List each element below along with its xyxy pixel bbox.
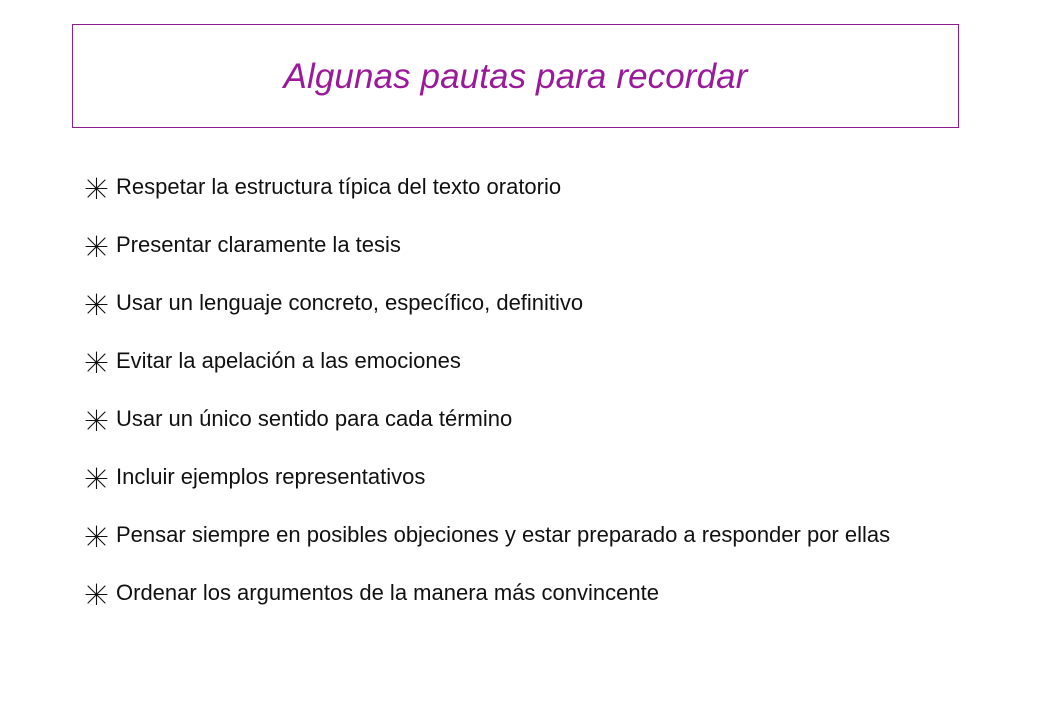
bullet-text: Respetar la estructura típica del texto oratorio [116, 174, 562, 199]
asterisk-cross-icon [83, 351, 111, 373]
bullet-item-1 [83, 174, 983, 200]
bullet-text: Evitar la apelación a las emociones [116, 348, 461, 373]
bullet-text: Ordenar los argumentos de la manera más convincente [116, 580, 659, 605]
bullet-text: Usar un lenguaje concreto, específico, definitivo [116, 290, 584, 315]
asterisk-cross-icon [83, 525, 111, 547]
bullet-text: Usar un único sentido para cada término [116, 406, 513, 431]
bullet-item-4 [83, 348, 983, 374]
asterisk-cross-icon [83, 467, 111, 489]
asterisk-cross-icon [83, 293, 111, 315]
asterisk-cross-icon [83, 235, 111, 257]
bullet-list [83, 174, 983, 606]
asterisk-cross-icon [83, 409, 111, 431]
bullet-item-3 [83, 290, 983, 316]
bullet-text: Pensar siempre en posibles objeciones y estar preparado a responder por ellas [116, 522, 891, 547]
title-box [72, 24, 959, 128]
slide-title: Algunas pautas para recordar [283, 56, 748, 96]
bullet-item-8 [83, 580, 983, 606]
asterisk-cross-icon [83, 177, 111, 199]
bullet-item-7 [83, 522, 983, 548]
bullet-item-2 [83, 232, 983, 258]
bullet-item-6 [83, 464, 983, 490]
bullet-text: Presentar claramente la tesis [116, 232, 401, 257]
bullet-item-5 [83, 406, 983, 432]
bullet-text: Incluir ejemplos representativos [116, 464, 426, 489]
asterisk-cross-icon [83, 583, 111, 605]
